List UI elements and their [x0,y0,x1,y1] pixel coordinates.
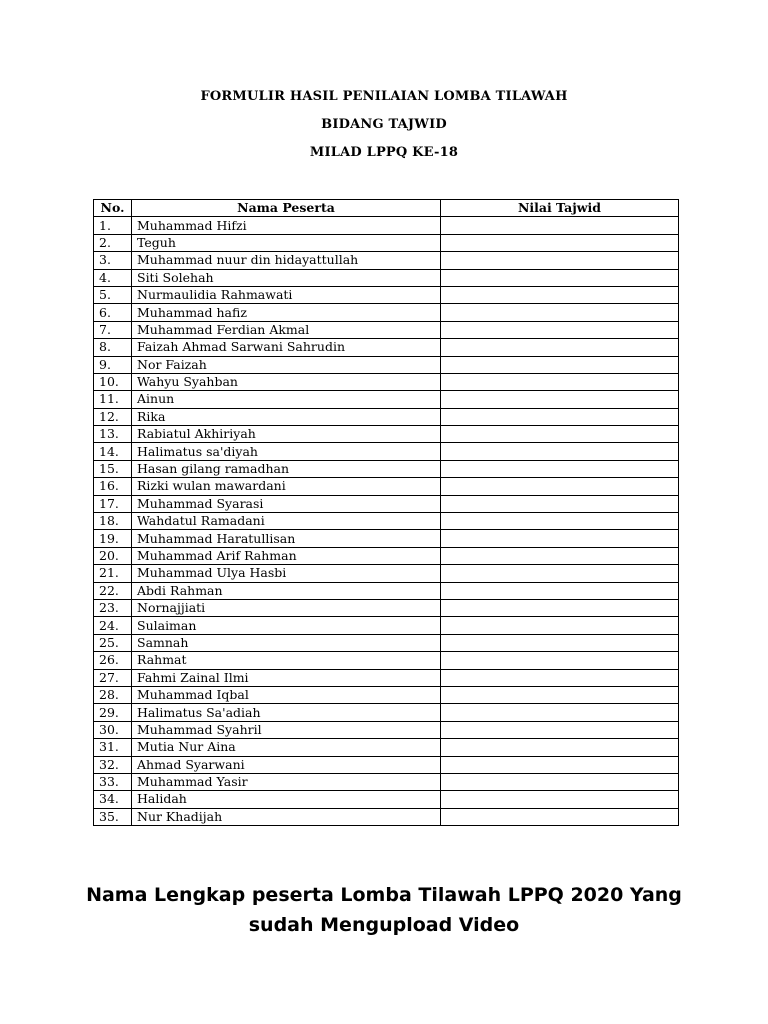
table-row [94,547,679,564]
participant-name: Ahmad Syarwani [132,756,441,773]
tajwid-score-cell[interactable] [441,217,679,234]
tajwid-score-cell[interactable] [441,234,679,251]
form-field: BIDANG TAJWID [321,117,447,132]
table-row [94,652,679,669]
tajwid-score-cell[interactable] [441,617,679,634]
table-row [94,773,679,790]
table-row [94,565,679,582]
tajwid-score-cell[interactable] [441,686,679,703]
participant-name: Halidah [132,791,441,808]
tajwid-score-cell[interactable] [441,269,679,286]
tajwid-score-cell[interactable] [441,669,679,686]
row-number: 14. [94,443,132,460]
participant-name: Halimatus Sa'adiah [132,704,441,721]
table-row [94,669,679,686]
row-number: 19. [94,530,132,547]
table-row [94,304,679,321]
tajwid-score-cell[interactable] [441,599,679,616]
table-header-row [94,200,679,217]
table-row [94,269,679,286]
tajwid-score-cell[interactable] [441,565,679,582]
tajwid-score-cell[interactable] [441,408,679,425]
tajwid-score-cell[interactable] [441,426,679,443]
participant-name: Muhammad Arif Rahman [132,547,441,564]
footer-line-2: sudah Mengupload Video [248,914,520,936]
tajwid-score-cell[interactable] [441,460,679,477]
row-number: 24. [94,617,132,634]
table-row [94,721,679,738]
form-title: FORMULIR HASIL PENILAIAN LOMBA TILAWAH [200,89,568,104]
table-row [94,339,679,356]
table-row [94,321,679,338]
tajwid-score-cell[interactable] [441,634,679,651]
column-header-name: Nama Peserta [132,200,441,217]
participant-name: Rizki wulan mawardani [132,478,441,495]
participant-name: Nur Khadijah [132,808,441,825]
tajwid-score-cell[interactable] [441,478,679,495]
table-row [94,704,679,721]
row-number: 1. [94,217,132,234]
row-number: 33. [94,773,132,790]
row-number: 29. [94,704,132,721]
participant-name: Nornajjiati [132,599,441,616]
table-row [94,808,679,825]
table-row [94,356,679,373]
participant-name: Abdi Rahman [132,582,441,599]
participant-name: Muhammad nuur din hidayattullah [132,252,441,269]
table-row [94,443,679,460]
table-row [94,234,679,251]
row-number: 3. [94,252,132,269]
participant-name: Siti Solehah [132,269,441,286]
row-number: 4. [94,269,132,286]
table-row [94,252,679,269]
row-number: 2. [94,234,132,251]
participant-name: Mutia Nur Aina [132,739,441,756]
table-row [94,373,679,390]
participant-name: Faizah Ahmad Sarwani Sahrudin [132,339,441,356]
row-number: 6. [94,304,132,321]
participant-name: Rahmat [132,652,441,669]
row-number: 32. [94,756,132,773]
row-number: 25. [94,634,132,651]
table-row [94,391,679,408]
table-row [94,582,679,599]
participant-name: Hasan gilang ramadhan [132,460,441,477]
row-number: 10. [94,373,132,390]
participant-name: Halimatus sa'diyah [132,443,441,460]
participant-name: Ainun [132,391,441,408]
table-row [94,426,679,443]
form-event: MILAD LPPQ KE-18 [309,145,459,160]
tajwid-score-cell[interactable] [441,808,679,825]
column-header-no: No. [94,200,132,217]
tajwid-score-cell[interactable] [441,547,679,564]
participant-name: Wahyu Syahban [132,373,441,390]
tajwid-score-cell[interactable] [441,756,679,773]
participant-name: Sulaiman [132,617,441,634]
row-number: 15. [94,460,132,477]
table-row [94,634,679,651]
participant-name: Muhammad Ulya Hasbi [132,565,441,582]
participant-name: Nurmaulidia Rahmawati [132,286,441,303]
tajwid-score-cell[interactable] [441,704,679,721]
table-row [94,739,679,756]
tajwid-score-cell[interactable] [441,652,679,669]
participant-name: Teguh [132,234,441,251]
participant-name: Samnah [132,634,441,651]
tajwid-score-cell[interactable] [441,773,679,790]
tajwid-score-cell[interactable] [441,356,679,373]
row-number: 20. [94,547,132,564]
row-number: 16. [94,478,132,495]
participant-name: Muhammad Iqbal [132,686,441,703]
participant-name: Wahdatul Ramadani [132,513,441,530]
tajwid-score-cell[interactable] [441,373,679,390]
table-row [94,756,679,773]
row-number: 23. [94,599,132,616]
tajwid-score-cell[interactable] [441,304,679,321]
table-body [94,217,679,826]
row-number: 35. [94,808,132,825]
tajwid-score-cell[interactable] [441,286,679,303]
tajwid-score-cell[interactable] [441,791,679,808]
row-number: 13. [94,426,132,443]
footer-line-1: Nama Lengkap peserta Lomba Tilawah LPPQ 2020 Yang [86,884,682,906]
tajwid-score-cell[interactable] [441,495,679,512]
tajwid-score-cell[interactable] [441,739,679,756]
participant-name: Rika [132,408,441,425]
tajwid-score-cell[interactable] [441,339,679,356]
row-number: 17. [94,495,132,512]
column-header-score: Nilai Tajwid [441,200,679,217]
tajwid-score-cell[interactable] [441,391,679,408]
row-number: 7. [94,321,132,338]
tajwid-score-cell[interactable] [441,252,679,269]
row-number: 31. [94,739,132,756]
row-number: 18. [94,513,132,530]
participant-name: Muhammad hafiz [132,304,441,321]
table-row [94,513,679,530]
table-row [94,617,679,634]
row-number: 30. [94,721,132,738]
tajwid-score-cell[interactable] [441,321,679,338]
table-row [94,478,679,495]
row-number: 22. [94,582,132,599]
tajwid-score-cell[interactable] [441,513,679,530]
row-number: 9. [94,356,132,373]
table-row [94,286,679,303]
row-number: 28. [94,686,132,703]
row-number: 12. [94,408,132,425]
table-row [94,686,679,703]
tajwid-score-cell[interactable] [441,530,679,547]
tajwid-score-cell[interactable] [441,443,679,460]
table-row [94,791,679,808]
participant-name: Muhammad Hifzi [132,217,441,234]
participants-table [93,199,679,826]
row-number: 11. [94,391,132,408]
row-number: 27. [94,669,132,686]
participant-name: Nor Faizah [132,356,441,373]
table-row [94,460,679,477]
participant-name: Muhammad Ferdian Akmal [132,321,441,338]
row-number: 34. [94,791,132,808]
participant-name: Muhammad Syarasi [132,495,441,512]
row-number: 21. [94,565,132,582]
table-row [94,495,679,512]
participant-name: Muhammad Syahril [132,721,441,738]
participant-name: Fahmi Zainal Ilmi [132,669,441,686]
table-row [94,408,679,425]
participant-name: Muhammad Yasir [132,773,441,790]
table-row [94,599,679,616]
table-row [94,530,679,547]
table-row [94,217,679,234]
row-number: 8. [94,339,132,356]
tajwid-score-cell[interactable] [441,582,679,599]
participant-name: Rabiatul Akhiriyah [132,426,441,443]
tajwid-score-cell[interactable] [441,721,679,738]
row-number: 5. [94,286,132,303]
footer-note [0,880,768,940]
row-number: 26. [94,652,132,669]
participant-name: Muhammad Haratullisan [132,530,441,547]
